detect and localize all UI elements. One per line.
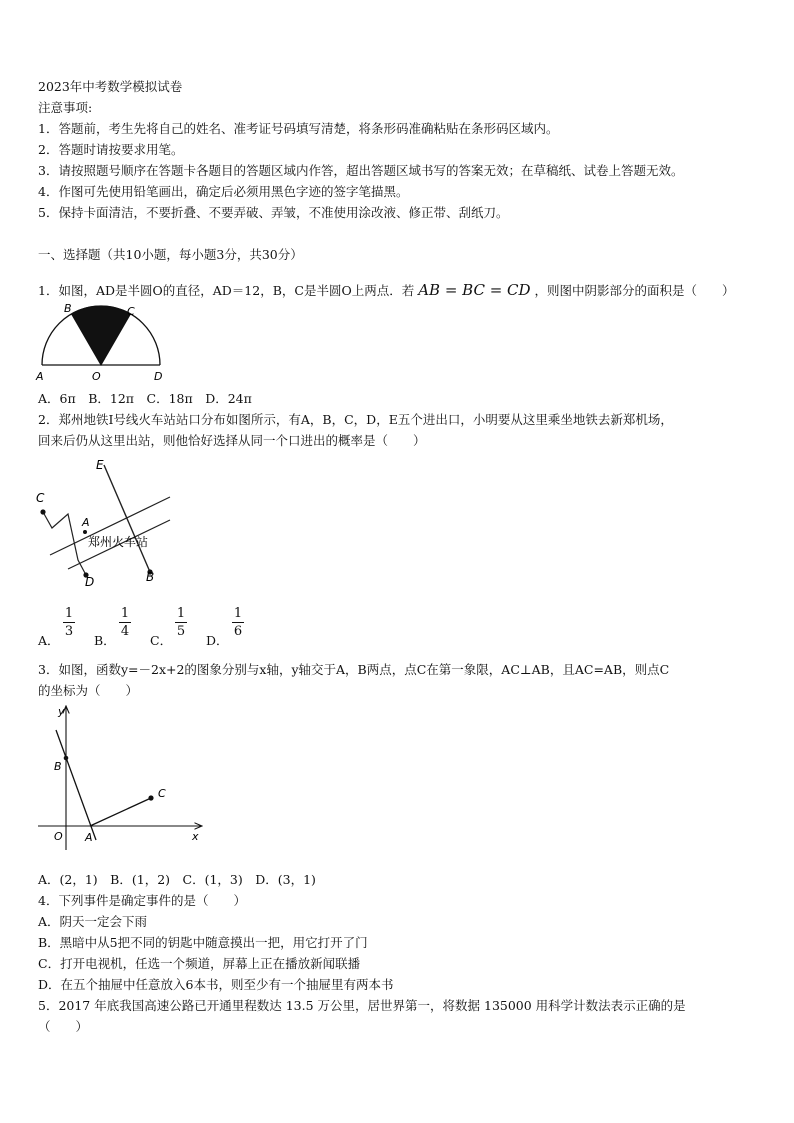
- label-x: x: [192, 830, 199, 843]
- label-y: y: [58, 705, 65, 718]
- question-1-text-a: 1．如图，AD是半圆O的直径，AD＝12，B，C是半圆O上两点．若: [38, 283, 415, 298]
- notice-3: 3．请按照题号顺序在答题卡各题目的答题区域内作答，超出答题区域书写的答案无效；在草稿纸、试卷上答题无效。: [38, 163, 684, 178]
- q2-option-a-fraction: [61, 606, 77, 639]
- label-a: A: [82, 516, 90, 529]
- question-4-option-b: B．黑暗中从5把不同的钥匙中随意摸出一把，用它打开了门: [38, 935, 368, 950]
- coordinate-figure: [30, 700, 210, 860]
- label-a: A: [85, 831, 93, 844]
- question-1-text-b: ，则图中阴影部分的面积是（ ）: [534, 283, 735, 298]
- question-2-line-1: 2．郑州地铁Ⅰ号线火车站站口分布如图所示，有A，B，C，D，E五个进出口，小明要从这里乘坐地铁去新郑机场，: [38, 412, 673, 427]
- station-name: 郑州火车站: [88, 535, 149, 549]
- numerator: 1: [120, 606, 130, 621]
- label-b: B: [64, 302, 72, 315]
- question-3-options: A．(2，1) B．(1，2) C．(1，3) D．(3，1): [38, 872, 316, 887]
- label-b: B: [54, 760, 62, 773]
- question-3-line-2: 的坐标为（ ）: [38, 683, 139, 698]
- q2-option-b-fraction: [117, 606, 133, 639]
- semicircle-figure: [34, 300, 174, 384]
- label-d: D: [85, 575, 95, 589]
- label-d: D: [154, 370, 163, 383]
- label-a: A: [36, 370, 44, 383]
- notice-2: 2．答题时请按要求用笔。: [38, 142, 184, 157]
- question-1-stem: [38, 282, 735, 299]
- station-map-figure: [30, 452, 180, 592]
- notice-5: 5．保持卡面清洁，不要折叠、不要弄破、弄皱，不准使用涂改液、修正带、刮纸刀。: [38, 205, 509, 220]
- question-1-options: A．6π B．12π C．18π D．24π: [38, 391, 252, 406]
- label-o: O: [54, 830, 63, 843]
- numerator: 1: [176, 606, 186, 621]
- question-3-line-1: 3．如图，函数y=－2x+2的图象分别与x轴，y轴交于A，B两点，点C在第一象限，AC⊥AB，且AC=AB，则点C: [38, 662, 670, 677]
- label-c: C: [36, 491, 45, 505]
- notice-4: 4．作图可先使用铅笔画出，确定后必须用黑色字迹的签字笔描黑。: [38, 184, 409, 199]
- q2-option-a-letter: A．: [38, 633, 60, 648]
- question-1-formula: AB = BC = CD: [418, 281, 531, 299]
- question-4-option-c: C．打开电视机，任选一个频道，屏幕上正在播放新闻联播: [38, 956, 361, 971]
- question-2-line-2: 回来后仍从这里出站，则他恰好选择从同一个口进出的概率是（ ）: [38, 433, 426, 448]
- denominator: 5: [176, 624, 186, 639]
- section-heading: 一、选择题（共10小题，每小题3分，共30分）: [38, 247, 303, 262]
- q2-option-c-letter: C．: [150, 633, 173, 648]
- question-5-line-2: （ ）: [38, 1019, 89, 1034]
- exam-title: 2023年中考数学模拟试卷: [38, 79, 183, 94]
- question-5-line-1: 5．2017 年底我国高速公路已开通里程数达 13.5 万公里，居世界第一，将数据 135000 用科学计数法表示正确的是: [38, 998, 686, 1013]
- q2-option-c-fraction: [173, 606, 189, 639]
- numerator: 1: [64, 606, 74, 621]
- notice-1: 1．答题前，考生先将自己的姓名、准考证号码填写清楚，将条形码准确粘贴在条形码区域内。: [38, 121, 559, 136]
- numerator: 1: [233, 606, 243, 621]
- question-4-stem: 4．下列事件是确定事件的是（ ）: [38, 893, 246, 908]
- label-c: C: [127, 305, 135, 318]
- denominator: 6: [233, 624, 243, 639]
- denominator: 3: [64, 624, 74, 639]
- label-b: B: [146, 570, 155, 584]
- label-o: O: [92, 370, 101, 383]
- label-c: C: [158, 787, 166, 800]
- q2-option-d-fraction: [230, 606, 246, 639]
- q2-option-b-letter: B．: [94, 633, 116, 648]
- notice-heading: 注意事项:: [38, 100, 93, 115]
- question-4-option-a: A．阴天一定会下雨: [38, 914, 148, 929]
- denominator: 4: [120, 624, 130, 639]
- q2-option-d-letter: D．: [206, 633, 229, 648]
- question-4-option-d: D．在五个抽屉中任意放入6本书，则至少有一个抽屉里有两本书: [38, 977, 394, 992]
- label-e: E: [96, 458, 104, 472]
